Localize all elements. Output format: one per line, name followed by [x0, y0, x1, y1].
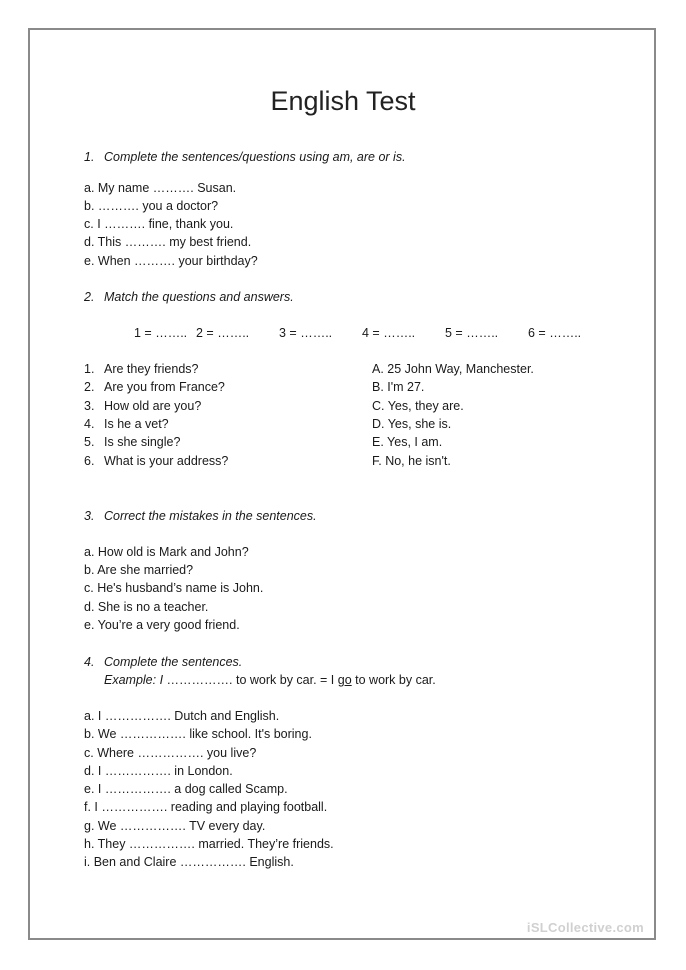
section-2-number: 2.: [84, 290, 95, 304]
s2-question-2-number: 2.: [84, 380, 95, 394]
section-1-heading-text: Complete the sentences/questions using am, are or is.: [104, 150, 406, 164]
match-blank-4: 4 = ……..: [362, 326, 416, 340]
s3-item-e: e. You’re a very good friend.: [84, 618, 240, 632]
match-blank-1: 1 = ……..: [134, 326, 188, 340]
s4-example: [104, 673, 436, 688]
s2-answer-a: A. 25 John Way, Manchester.: [372, 362, 534, 376]
s4-item-a: a. I ……………. Dutch and English.: [84, 709, 280, 723]
s4-item-f: f. I ……………. reading and playing football.: [84, 800, 328, 814]
s2-question-4-number: 4.: [84, 417, 95, 431]
match-blank-5: 5 = ……..: [445, 326, 499, 340]
section-4-heading-text: Complete the sentences.: [104, 655, 243, 669]
section-3-number: 3.: [84, 509, 95, 523]
section-4-heading: [84, 655, 242, 670]
watermark: iSLCollective.com: [526, 920, 644, 935]
s3-item-a: a. How old is Mark and John?: [84, 545, 249, 559]
s2-question-5: [84, 435, 180, 450]
s2-question-4: [84, 417, 169, 432]
s2-question-6: [84, 454, 228, 469]
s2-question-2: [84, 380, 225, 395]
s3-item-c: c. He's husband’s name is John.: [84, 581, 264, 595]
s2-question-3-number: 3.: [84, 399, 95, 413]
s4-example-answer: go: [337, 673, 352, 687]
s2-answer-d: D. Yes, she is.: [372, 417, 452, 431]
s2-question-5-text: Is she single?: [104, 435, 181, 449]
s4-item-c: c. Where ……………. you live?: [84, 746, 257, 760]
s1-item-e: e. When ………. your birthday?: [84, 254, 258, 268]
s2-answer-c: C. Yes, they are.: [372, 399, 464, 413]
s2-answer-f: F. No, he isn't.: [372, 454, 451, 468]
s2-question-6-number: 6.: [84, 454, 95, 468]
section-3-heading: [84, 509, 317, 524]
s2-question-3: [84, 399, 201, 414]
s2-question-3-text: How old are you?: [104, 399, 202, 413]
match-blank-3: 3 = ……..: [279, 326, 333, 340]
s4-item-e: e. I ……………. a dog called Scamp.: [84, 782, 288, 796]
s1-item-d: d. This ………. my best friend.: [84, 235, 252, 249]
page-title: English Test: [270, 86, 416, 116]
section-1-number: 1.: [84, 150, 95, 164]
s4-item-h: h. They ……………. married. They’re friends.: [84, 837, 334, 851]
s1-item-a: a. My name ………. Susan.: [84, 181, 237, 195]
s2-question-2-text: Are you from France?: [104, 380, 225, 394]
match-blank-2: 2 = ……..: [196, 326, 250, 340]
section-1-heading: [84, 150, 406, 165]
section-3-heading-text: Correct the mistakes in the sentences.: [104, 509, 317, 523]
s4-item-i: i. Ben and Claire ……………. English.: [84, 855, 294, 869]
s2-answer-e: E. Yes, I am.: [372, 435, 443, 449]
s1-item-b: b. ………. you a doctor?: [84, 199, 219, 213]
s2-question-6-text: What is your address?: [104, 454, 229, 468]
s2-question-4-text: Is he a vet?: [104, 417, 169, 431]
s4-example-text: ……………. to work by car. = I: [163, 673, 338, 687]
section-4-number: 4.: [84, 655, 95, 669]
section-2-heading: [84, 290, 294, 305]
s3-item-d: d. She is no a teacher.: [84, 600, 209, 614]
s4-example-label: Example: I: [104, 673, 164, 687]
s3-item-b: b. Are she married?: [84, 563, 194, 577]
s4-item-b: b. We ……………. like school. It's boring.: [84, 727, 312, 741]
s2-question-1-number: 1.: [84, 362, 95, 376]
s4-item-d: d. I ……………. in London.: [84, 764, 233, 778]
s2-question-1-text: Are they friends?: [104, 362, 199, 376]
s4-example-end: to work by car.: [351, 673, 436, 687]
s2-question-1: [84, 362, 199, 377]
match-blank-6: 6 = ……..: [528, 326, 582, 340]
s1-item-c: c. I ………. fine, thank you.: [84, 217, 234, 231]
s2-answer-b: B. I'm 27.: [372, 380, 425, 394]
s4-item-g: g. We ……………. TV every day.: [84, 819, 266, 833]
section-2-heading-text: Match the questions and answers.: [104, 290, 294, 304]
s2-question-5-number: 5.: [84, 435, 95, 449]
